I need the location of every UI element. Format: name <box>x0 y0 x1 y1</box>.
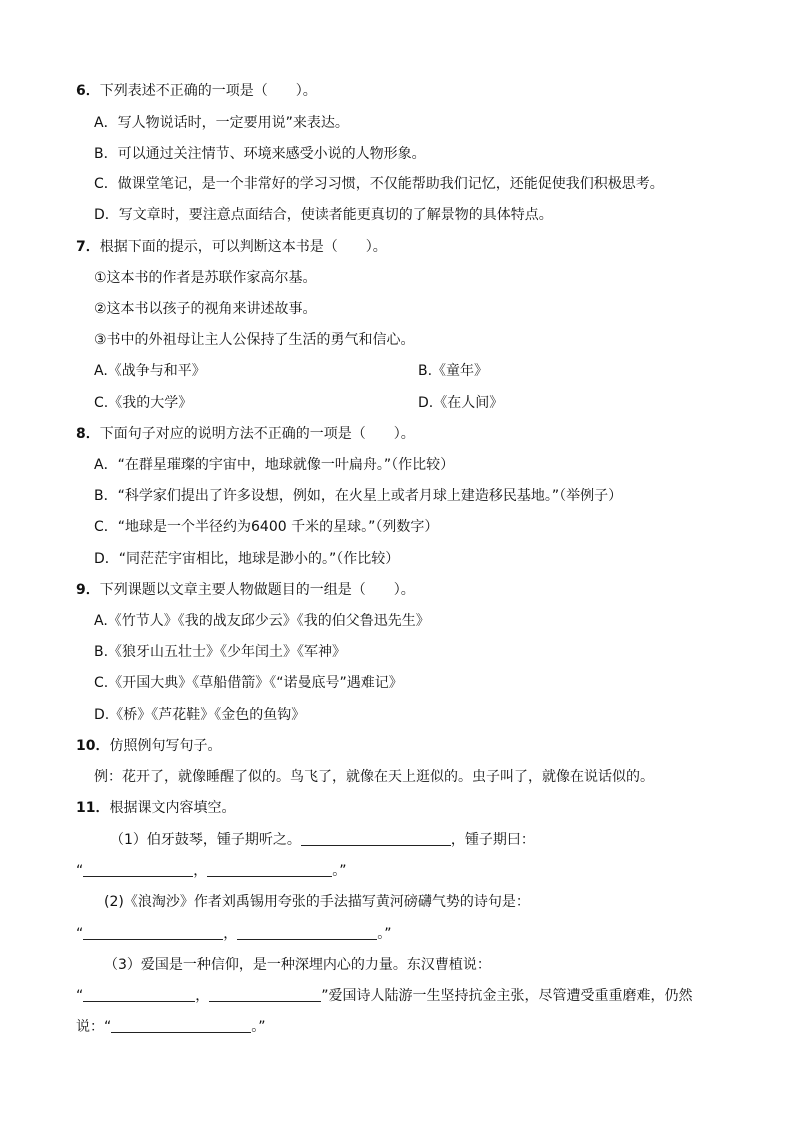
close-quote: 。” <box>332 863 347 879</box>
question-number: 10． <box>76 738 110 754</box>
question-text: 根据下面的提示，可以判断这本书是（ ）。 <box>99 239 387 255</box>
fill-item-3-answer-2 <box>76 1017 266 1037</box>
question-9-stem <box>76 580 415 600</box>
question-11-stem <box>76 798 235 818</box>
close-quote: 。” <box>377 926 392 942</box>
option-9a: A.《竹节人》《我的战友邱少云》《我的伯父鲁迅先生》 <box>94 613 430 629</box>
open-quote: “ <box>76 863 84 879</box>
question-number: 9． <box>76 582 100 598</box>
option-7d: D.《在人间》 <box>418 395 504 411</box>
fill-item-1 <box>110 830 535 850</box>
option-7c: C.《我的大学》 <box>94 395 193 411</box>
answer-blank[interactable] <box>207 862 332 877</box>
option-9d: D.《桥》《芦花鞋》《金色的鱼钩》 <box>94 707 306 723</box>
option-8d: D．“同茫茫宇宙相比，地球是渺小的。”（作比较） <box>94 551 400 567</box>
option-7b: B.《童年》 <box>418 363 489 379</box>
option-6b: B．可以通过关注情节、环境来感受小说的人物形象。 <box>94 146 426 162</box>
question-text: 下列课题以文章主要人物做题目的一组是（ ）。 <box>99 582 415 598</box>
say-label: 说：“ <box>76 1019 112 1035</box>
answer-blank[interactable] <box>83 862 193 877</box>
option-9c: C.《开国大典》《草船借箭》《“诺曼底号”遇难记》 <box>94 675 403 691</box>
fill-item-text: （1）伯牙鼓琴，锺子期听之。 <box>110 832 301 848</box>
question-text: 根据课文内容填空。 <box>109 800 236 816</box>
option-6d: D．写文章时，要注意点面结合，使读者能更真切的了解景物的具体特点。 <box>94 207 553 223</box>
hint-1: ①这本书的作者是苏联作家高尔基。 <box>94 270 317 286</box>
question-number: 7． <box>76 239 100 255</box>
answer-blank[interactable] <box>209 987 321 1002</box>
question-number: 8． <box>76 426 100 442</box>
option-6c: C．做课堂笔记，是一个非常好的学习习惯，不仅能帮助我们记忆，还能促使我们积极思考。 <box>94 176 664 192</box>
option-8b: B．“科学家们提出了许多设想，例如，在火星上或者月球上建造移民基地。”（举例子） <box>94 488 623 504</box>
question-7-stem <box>76 237 387 257</box>
fill-item-text: ，锺子期曰： <box>450 832 535 848</box>
answer-blank[interactable] <box>83 925 223 940</box>
question-text: 下面句子对应的说明方法不正确的一项是（ ）。 <box>99 426 415 442</box>
hint-3: ③书中的外祖母让主人公保持了生活的勇气和信心。 <box>94 332 415 348</box>
answer-blank[interactable] <box>83 987 195 1002</box>
answer-blank[interactable] <box>237 925 377 940</box>
close-quote: 。” <box>251 1019 266 1035</box>
answer-blank[interactable] <box>111 1018 251 1033</box>
fill-item-2-answer <box>76 924 392 944</box>
option-8a: A．“在群星璀璨的宇宙中，地球就像一叶扁舟。”（作比较） <box>94 457 455 473</box>
question-number: 11． <box>76 800 110 816</box>
fill-item-3: （3）爱国是一种信仰，是一种深埋内心的力量。东汉曹植说： <box>104 957 491 973</box>
question-6-stem <box>76 81 317 101</box>
option-6a: A．写人物说话时，一定要用说”来表达。 <box>94 115 349 131</box>
example-sentence: 例：花开了，就像睡醒了似的。鸟飞了，就像在天上逛似的。虫子叫了，就像在说话似的。 <box>94 769 654 785</box>
question-number: 6． <box>76 83 100 99</box>
option-9b: B.《狼牙山五壮士》《少年闰土》《军神》 <box>94 644 347 660</box>
comma: ， <box>195 988 210 1004</box>
question-10-stem <box>76 736 221 756</box>
fill-item-3-tail: ”爱国诗人陆游一生坚持抗金主张，尽管遭受重重磨难，仍然 <box>321 988 693 1004</box>
question-text: 下列表述不正确的一项是（ ）。 <box>99 83 317 99</box>
question-8-stem <box>76 424 415 444</box>
open-quote: “ <box>76 988 84 1004</box>
hint-2: ②这本书以孩子的视角来讲述故事。 <box>94 301 317 317</box>
fill-item-1-answer <box>76 861 347 881</box>
option-7a: A.《战争与和平》 <box>94 363 206 379</box>
question-text: 仿照例句写句子。 <box>109 738 222 754</box>
option-8c: C．“地球是一个半径约为6400 千米的星球。”（列数字） <box>94 519 439 535</box>
fill-item-3-answer <box>76 986 693 1006</box>
open-quote: “ <box>76 926 84 942</box>
answer-blank[interactable] <box>301 831 451 846</box>
comma: ， <box>193 863 208 879</box>
fill-item-2: (2)《浪淘沙》作者刘禹锡用夸张的手法描写黄河磅礴气势的诗句是： <box>104 894 530 910</box>
comma: ， <box>223 926 238 942</box>
